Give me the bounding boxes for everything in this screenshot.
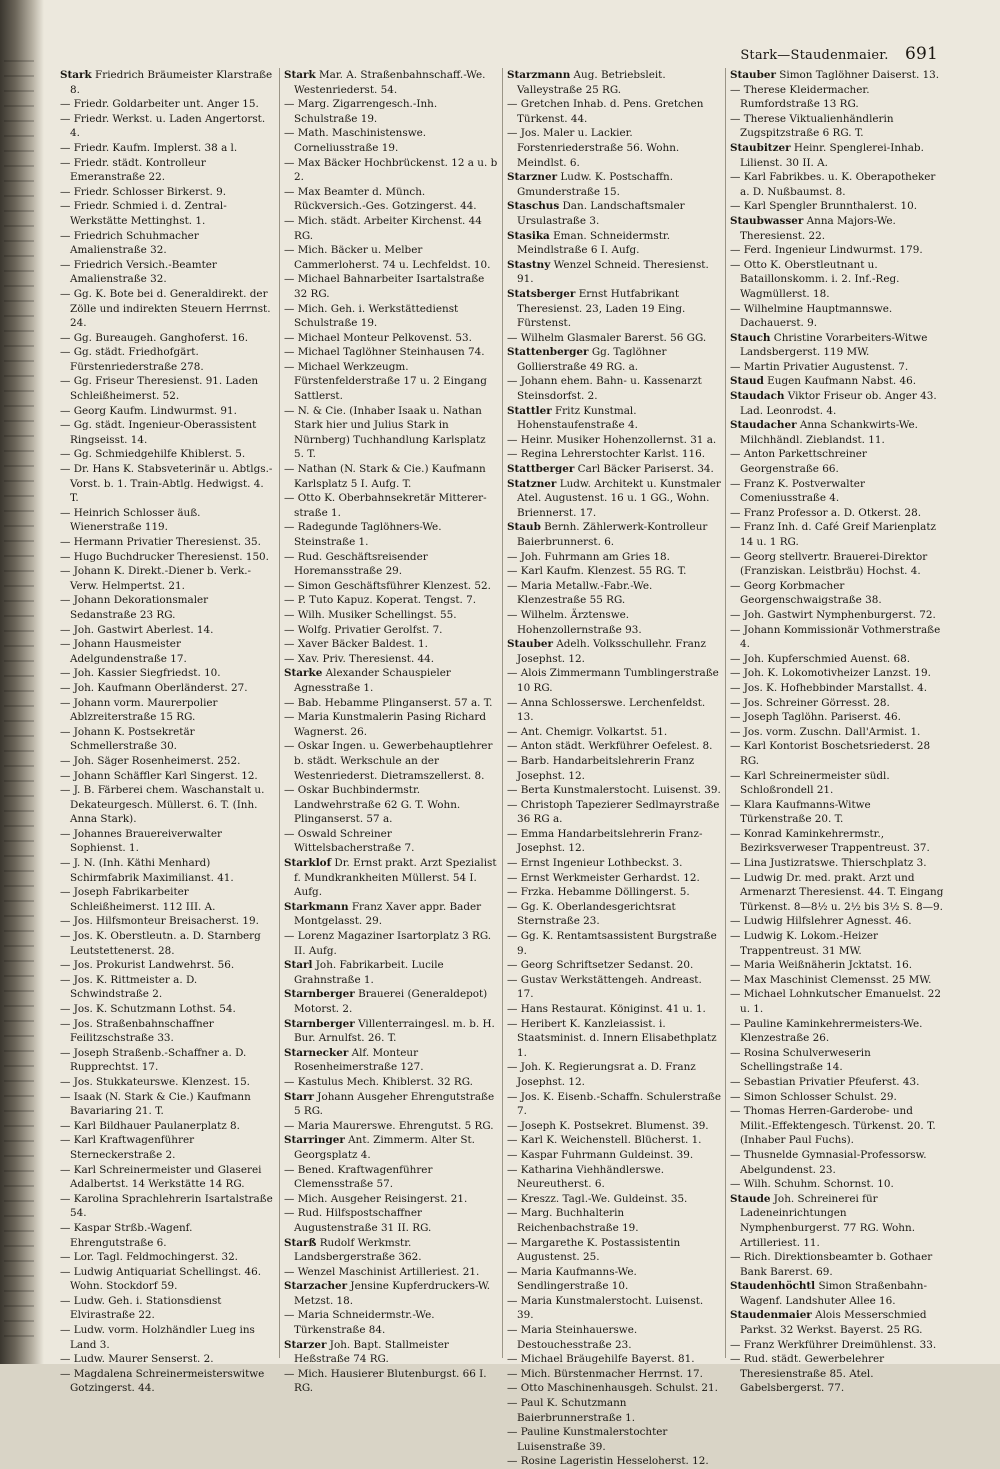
directory-entry: — Friedr. Schmied i. d. Zentral-Werkstätte Mettinghst. 1. (60, 200, 227, 227)
directory-entry: — Wenzel Maschinist Artilleriest. 21. (284, 1265, 480, 1278)
directory-entry: — Marg. Zigarrengesch.-Inh. Schulstraße 19. (284, 98, 438, 125)
directory-entry: Staub Bernh. Zählerwerk-Kontrolleur Baierbrunnerst. 6. (507, 521, 708, 548)
directory-entry: — J. B. Färberei chem. Waschanstalt u. Dekateurgesch. Müllerst. 6. T. (Inh. Anna Stark). (60, 784, 265, 826)
directory-entry: — Friedr. Schlosser Birkerst. 9. (60, 185, 227, 198)
directory-entry: Staudenhöchtl Simon Straßenbahn-Wagenf. Landshuter Allee 16. (730, 1280, 927, 1307)
directory-entry: — Mich. Geh. i. Werkstättedienst Schulstraße 19. (284, 302, 459, 330)
directory-entry: Stauber Simon Taglöhner Daiserst. 13. (730, 69, 940, 81)
directory-entry: — Gg. städt. Ingenieur-Oberassistent Ringseisst. 14. (60, 419, 257, 446)
directory-entry: — Gg. Schmiedgehilfe Khiblerst. 5. (60, 448, 246, 461)
directory-entry: — Rud. Geschäftsreisender Horemansstraße 29. (284, 550, 428, 578)
directory-entry: — Karl Schreinermeister südl. Schloßrondell 21. (730, 769, 890, 797)
directory-entry: — Franz Inh. d. Café Greif Marienplatz 14 u. 1 RG. (730, 521, 937, 548)
directory-columns (56, 68, 948, 1468)
directory-entry: — Jos. Straßenbahnschaffner Feilitzschstraße 33. (60, 1017, 214, 1045)
directory-entry: — Jos. K. Eisenb.-Schaffn. Schulerstraße 7. (507, 1090, 721, 1118)
directory-entry: — Johann ehem. Bahn- u. Kassenarzt Steinsdorfst. 2. (507, 375, 702, 403)
directory-entry: Stauber Adelh. Volksschullehr. Franz Josephst. 12. (507, 638, 706, 665)
directory-entry: — Jos. K. Hofhebbinder Marstallst. 4. (730, 681, 927, 694)
directory-entry: — Therese Viktualienhändlerin Zugspitzstraße 6 RG. T. (730, 112, 894, 140)
directory-entry: Staud Eugen Kaufmann Nabst. 46. (730, 375, 917, 388)
directory-entry: Stattberger Carl Bäcker Pariserst. 34. (507, 463, 714, 476)
directory-entry: — Joh. Kupferschmied Auenst. 68. (730, 652, 911, 665)
directory-entry: Stastny Wenzel Schneid. Theresienst. 91. (507, 258, 709, 286)
directory-entry: Starkmann Franz Xaver appr. Bader Montgelasst. 29. (284, 900, 482, 928)
entry-surname: Starß (284, 1236, 317, 1249)
directory-entry: Staude Joh. Schreinerei für Ladeneinrichtungen Nymphenburgerst. 77 RG. Wohn. Artilleriest. 11. (730, 1192, 915, 1249)
directory-entry: — Wilhelm Glasmaler Barerst. 56 GG. (507, 331, 707, 344)
directory-entry: — Maria Weißnäherin Jcktatst. 16. (730, 959, 913, 972)
entry-surname: Stattenberger (507, 346, 589, 359)
directory-entry: — Kreszz. Tagl.-We. Guldeinst. 35. (507, 1192, 688, 1205)
directory-entry: — Anna Schlosserswe. Lerchenfeldst. 13. (507, 696, 706, 724)
directory-entry: — Maria Kunstmalerin Pasing Richard Wagnerst. 26. (284, 711, 487, 738)
directory-entry: — Wolfg. Privatier Gerolfst. 7. (284, 623, 443, 636)
entry-surname: Starr (284, 1090, 314, 1103)
directory-entry: — Ant. Chemigr. Volkartst. 51. (507, 725, 668, 738)
entry-surname: Stauber (730, 69, 776, 81)
directory-entry: — Bab. Hebamme Plinganserst. 57 a. T. (284, 696, 493, 709)
directory-entry: — Gg. städt. Friedhofgärt. Fürstenriederstraße 278. (60, 346, 204, 373)
entry-surname: Stattberger (507, 463, 575, 476)
directory-entry: — Joh. Gastwirt Nymphenburgerst. 72. (730, 608, 936, 621)
directory-entry: — Gustav Werkstättengeh. Andreast. 17. (507, 973, 702, 1001)
directory-entry: Staudacher Anna Schankwirts-We. Milchhändl. Zieblandst. 11. (730, 419, 918, 446)
directory-entry: — Kastulus Mech. Khiblerst. 32 RG. (284, 1075, 473, 1088)
directory-entry: Staubwasser Anna Majors-We. Theresienst. 22. (730, 214, 896, 242)
directory-entry: — Alois Zimmermann Tumblingerstraße 10 RG. (507, 667, 719, 694)
directory-entry: — Hugo Buchdrucker Theresienst. 150. (60, 550, 269, 563)
directory-entry: — Michael Lohnkutscher Emanuelst. 22 u. 1. (730, 988, 941, 1015)
directory-entry: — Johann Dekorationsmaler Sedanstraße 23 RG. (60, 594, 209, 621)
directory-entry: — Joseph Straßenb.-Schaffner a. D. Rupprechtst. 17. (60, 1046, 247, 1074)
binding-gutter (0, 0, 44, 1364)
directory-entry: — Wilhelm. Ärztenswe. Hohenzollernstraße 93. (507, 608, 642, 636)
directory-entry: — Jos. Stukkateurswe. Klenzest. 15. (60, 1075, 250, 1088)
directory-entry: Starzer Joh. Bapt. Stallmeister Heßstraße 74 RG. (284, 1338, 449, 1366)
entry-surname: Stark (284, 69, 316, 81)
directory-entry: — Karl K. Weichenstell. Blücherst. 1. (507, 1134, 702, 1147)
directory-entry: — Ernst Ingenieur Lothbeckst. 3. (507, 857, 683, 870)
directory-entry: — Xav. Priv. Theresienst. 44. (284, 652, 435, 665)
directory-entry: — Jos. Prokurist Landwehrst. 56. (60, 959, 235, 972)
directory-entry: — N. & Cie. (Inhaber Isaak u. Nathan Stark hier und Julius Stark in Nürnberg) Tuchhandlung Karlsplatz 5. T. (284, 404, 486, 461)
directory-entry: — Radegunde Taglöhners-We. Steinstraße 1. (284, 521, 442, 548)
directory-entry: — Maria Schneidermstr.-We. Türkenstraße 84. (284, 1309, 435, 1337)
entry-surname: Staud (730, 375, 764, 388)
directory-entry: — Magdalena Schreinermeisterswitwe Gotzingerst. 44. (60, 1367, 265, 1395)
entry-surname: Staub (507, 521, 541, 534)
directory-entry: — Christoph Tapezierer Sedlmayrstraße 36 RG a. (507, 798, 720, 826)
directory-entry: — Friedr. Goldarbeiter unt. Anger 15. (60, 98, 259, 111)
directory-entry: — Lor. Tagl. Feldmochingerst. 32. (60, 1251, 238, 1264)
directory-entry: — Mich. Bäcker u. Melber Cammerloherst. 74 u. Lechfeldst. 10. (284, 244, 491, 271)
entry-surname: Staudenhöchtl (730, 1280, 816, 1293)
directory-entry: — Kaspar Strßb.-Wagenf. Ehrengutstraße 6. (60, 1221, 193, 1249)
directory-entry: — Franz Professor a. D. Otkerst. 28. (730, 506, 922, 519)
directory-entry: — Ludwig Antiquariat Schellingst. 46. Wohn. Stockdorf 59. (60, 1265, 262, 1293)
directory-entry: Stark Friedrich Bräumeister Klarstraße 8. (60, 69, 273, 96)
directory-entry: — Ferd. Ingenieur Lindwurmst. 179. (730, 244, 923, 257)
directory-entry: Statzner Ludw. Architekt u. Kunstmaler Atel. Augustenst. 16 u. 1 GG., Wohn. Briennerst. 17. (507, 477, 721, 519)
directory-entry: — Georg stellvertr. Brauerei-Direktor (Franziskan. Leistbräu) Hochst. 4. (730, 550, 928, 578)
directory-entry: — Joh. Fuhrmann am Gries 18. (507, 550, 670, 563)
directory-entry: — Klara Kaufmanns-Witwe Türkenstraße 20. T. (730, 798, 871, 826)
directory-entry: — Joseph Fabrikarbeiter Schleißheimerst. 112 III. A. (60, 886, 216, 913)
directory-entry: — Johann Kommissionär Vothmerstraße 4. (730, 623, 941, 651)
directory-entry: — Maria Kaufmanns-We. Sendlingerstraße 10. (507, 1265, 637, 1293)
directory-entry: — Friedrich Versich.-Beamter Amalienstraße 32. (60, 258, 217, 286)
directory-entry: — Heribert K. Kanzleiassist. i. Staatsminist. d. Innern Elisabethplatz 1. (507, 1017, 717, 1059)
directory-entry: — Karl Kraftwagenführer Sterneckerstraße 2. (60, 1134, 195, 1161)
directory-entry: — Konrad Kaminkehrermstr., Bezirksverweser Trappentreust. 37. (730, 827, 930, 855)
directory-entry: — Gg. Friseur Theresienst. 91. Laden Schleißheimerst. 52. (60, 375, 259, 403)
page-number: 691 (904, 44, 938, 64)
entry-surname: Staude (730, 1192, 771, 1205)
directory-entry: — Thusnelde Gymnasial-Professorsw. Abelgundenst. 23. (730, 1148, 927, 1176)
directory-entry: Stattler Fritz Kunstmal. Hohenstaufenstraße 4. (507, 404, 638, 432)
directory-entry: — Karl Kontorist Boschetsriederst. 28 RG. (730, 740, 931, 767)
directory-entry: — Joh. Kaufmann Oberländerst. 27. (60, 681, 248, 694)
directory-entry: — Karolina Sprachlehrerin Isartalstraße 54. (60, 1192, 273, 1220)
directory-entry: — Joh. Kassier Siegfriedst. 10. (60, 667, 221, 680)
directory-entry: — Max Maschinist Clemensst. 25 MW. (730, 973, 932, 986)
entry-surname: Stark (60, 69, 92, 81)
directory-entry: Starzacher Jensine Kupferdruckers-W. Metzst. 18. (284, 1280, 491, 1307)
running-head: Stark—Staudenmaier. (740, 48, 889, 63)
directory-entry: Starzner Ludw. K. Postschaffn. Gmunderstraße 15. (507, 171, 673, 198)
directory-entry: — Oskar Ingen. u. Gewerbehauptlehrer b. städt. Werkschule an der Westenriederst. Dietramszellerst. 8. (284, 740, 493, 782)
directory-entry: — Ludwig Dr. med. prakt. Arzt und Armenarzt Theresienst. 44. T. Eingang Türkenst. 8—8½ u. 2½ bis 3½ S. 8—9. (730, 871, 944, 913)
entry-surname: Stauber (507, 638, 553, 651)
directory-entry: — Joseph K. Postsekret. Blumenst. 39. (507, 1119, 709, 1132)
directory-entry: — Ludw. Geh. i. Stationsdienst Elvirastraße 22. (60, 1294, 222, 1322)
directory-entry: — Thomas Herren-Garderobe- und Milit.-Effektengesch. Türkenst. 20. T. (Inhaber Paul Fuchs). (730, 1105, 936, 1147)
adjacent-page-edge (4, 60, 34, 1340)
directory-entry: — Ludwig K. Lokom.-Heizer Trappentreust. 31 MW. (730, 930, 878, 957)
directory-entry: — Maria Steinhauerswe. Destouchesstraße 23. (507, 1324, 638, 1351)
entry-surname: Stasika (507, 229, 550, 242)
directory-entry: — Gg. K. Oberlandesgerichtsrat Sternstraße 23. (507, 900, 676, 928)
entry-surname: Starzmann (507, 69, 571, 81)
entry-surname: Starl (284, 959, 313, 972)
directory-entry: — Karl Fabrikbes. u. K. Oberapotheker a. D. Nußbaumst. 8. (730, 171, 936, 198)
directory-entry: — Joseph Taglöhn. Pariserst. 46. (730, 711, 901, 724)
directory-entry: — Rud. Hilfspostschaffner Augustenstraße 31 II. RG. (284, 1207, 432, 1234)
directory-entry: Staschus Dan. Landschaftsmaler Ursulastraße 3. (507, 200, 685, 227)
directory-entry: Starke Alexander Schauspieler Agnesstraße 1. (284, 667, 451, 694)
directory-entry: — Mich. Bürstenmacher Herrnst. 17. (507, 1367, 703, 1380)
page-header (740, 44, 938, 64)
directory-entry: — Martin Privatier Augustenst. 7. (730, 360, 909, 373)
directory-entry: — Math. Maschinistenswe. Corneliusstraße 19. (284, 127, 427, 154)
entry-surname: Starke (284, 667, 323, 680)
directory-entry: — Nathan (N. Stark & Cie.) Kaufmann Karlsplatz 5 I. Aufg. T. (284, 463, 486, 490)
directory-entry: — Anton städt. Werkführer Oefelest. 8. (507, 740, 713, 753)
directory-entry: — Georg Schriftsetzer Sedanst. 20. (507, 959, 694, 972)
entry-surname: Starkmann (284, 900, 349, 913)
entry-surname: Staschus (507, 200, 560, 213)
directory-entry: — Maria Metallw.-Fabr.-We. Klenzestraße 55 RG. (507, 579, 653, 607)
directory-entry: Stattenberger Gg. Taglöhner Gollierstraße 49 RG. a. (507, 346, 667, 373)
directory-entry: — Katharina Viehhändlerswe. Neureutherst. 6. (507, 1163, 665, 1191)
directory-entry: — Rich. Direktionsbeamter b. Gothaer Bank Barerst. 69. (730, 1251, 933, 1278)
entry-surname: Starzacher (284, 1280, 348, 1293)
directory-entry: — P. Tuto Kapuz. Koperat. Tengst. 7. (284, 594, 477, 607)
directory-entry: — J. N. (Inh. Käthi Menhard) Schirmfabrik Maximilianst. 41. (60, 857, 234, 884)
directory-entry: Starklof Dr. Ernst prakt. Arzt Spezialist f. Mundkrankheiten Müllerst. 54 I. Aufg. (284, 857, 497, 899)
directory-entry: Starzmann Aug. Betriebsleit. Valleystraße 25 RG. (507, 69, 666, 96)
directory-entry: — Johann K. Direkt.-Diener b. Verk.-Verw. Helmpertst. 21. (60, 565, 252, 592)
directory-entry: — Johannes Brauereiverwalter Sophienst. 1. (60, 827, 222, 855)
directory-entry: — Berta Kunstmalerstocht. Luisenst. 39. (507, 784, 721, 797)
directory-entry: — Dr. Hans K. Stabsveterinär u. Abtlgs.-Vorst. b. 1. Train-Abtlg. Hedwigst. 4. T. (60, 463, 273, 505)
entry-surname: Staudacher (730, 419, 797, 432)
entry-surname: Starklof (284, 857, 332, 870)
directory-entry: — Michael Werkzeugm. Fürstenfelderstraße 17 u. 2 Eingang Sattlerst. (284, 360, 487, 403)
directory-entry: — Joh. Säger Rosenheimerst. 252. (60, 754, 241, 767)
directory-entry: — Ludwig Hilfslehrer Agnesst. 46. (730, 915, 912, 928)
directory-entry: — Emma Handarbeitslehrerin Franz-Josephst. 12. (507, 827, 703, 855)
directory-entry: — Jos. vorm. Zuschn. Dall'Armist. 1. (730, 725, 921, 738)
directory-entry: — Rud. städt. Gewerbelehrer Theresienstraße 85. Atel. Gabelsbergerst. 77. (730, 1353, 885, 1395)
entry-surname: Staubitzer (730, 141, 791, 154)
directory-entry: — Michael Monteur Pelkovenst. 53. (284, 331, 472, 344)
column-4 (725, 68, 948, 1395)
directory-entry: — Bened. Kraftwagenführer Clemensstraße 57. (284, 1163, 433, 1191)
directory-entry: — Sebastian Privatier Pfeuferst. 43. (730, 1075, 920, 1088)
directory-entry: — Mich. städt. Arbeiter Kirchenst. 44 RG. (284, 214, 482, 242)
entry-surname: Stastny (507, 258, 551, 271)
entry-surname: Staubwasser (730, 214, 804, 227)
directory-entry: — Karl Kaufm. Klenzest. 55 RG. T. (507, 565, 687, 578)
directory-entry: — Rosine Lageristin Hesseloherst. 12. (507, 1455, 709, 1468)
entry-surname: Stattler (507, 404, 552, 417)
directory-entry: — Max Bäcker Hochbrückenst. 12 a u. b 2. (284, 156, 498, 184)
directory-entry: Staubitzer Heinr. Spenglerei-Inhab. Lilienst. 30 II. A. (730, 141, 924, 169)
directory-entry: — Gg. K. Rentamtsassistent Burgstraße 9. (507, 930, 717, 957)
directory-entry: — Simon Schlosser Schulst. 29. (730, 1090, 897, 1103)
directory-entry: — Michael Bräugehilfe Bayerst. 81. (507, 1353, 695, 1366)
directory-entry: — Jos. Hilfsmonteur Breisacherst. 19. (60, 915, 259, 928)
directory-entry: — Ludw. vorm. Holzhändler Lueg ins Land 3. (60, 1324, 255, 1351)
directory-entry: — Franz K. Postverwalter Comeniusstraße 4. (730, 477, 865, 505)
directory-entry: — Michael Taglöhner Steinhausen 74. (284, 346, 485, 359)
directory-entry: — Maria Maurerswe. Ehrengutst. 5 RG. (284, 1119, 494, 1132)
entry-surname: Starnberger (284, 1017, 355, 1030)
directory-entry: — Wilhelmine Hauptmannswe. Dachauerst. 9. (730, 302, 893, 330)
directory-entry: — Simon Geschäftsführer Klenzest. 52. (284, 579, 491, 592)
directory-entry: — Jos. K. Rittmeister a. D. Schwindstraße 2. (60, 973, 198, 1001)
directory-entry: — Barb. Handarbeitslehrerin Franz Josephst. 12. (507, 754, 695, 782)
directory-entry: Starnecker Alf. Monteur Rosenheimerstraße 127. (284, 1046, 424, 1074)
directory-entry: — Otto Maschinenhausgeh. Schulst. 21. (507, 1382, 718, 1395)
directory-entry: — Paul K. Schutzmann Baierbrunnerstraße 1. (507, 1397, 636, 1424)
directory-entry: — Pauline Kunstmalerstochter Luisenstraße 39. (507, 1426, 668, 1453)
directory-entry: Starnberger Brauerei (Generaldepot) Motorst. 2. (284, 988, 488, 1015)
column-3 (502, 68, 725, 1468)
directory-entry: Stauch Christine Vorarbeiters-Witwe Landsbergerst. 119 MW. (730, 331, 928, 359)
directory-entry: — Joh. Gastwirt Aberlest. 14. (60, 623, 214, 636)
directory-entry: — Friedr. städt. Kontrolleur Emeranstraße 22. (60, 156, 206, 184)
directory-entry: — Johann Hausmeister Adelgundenstraße 17. (60, 638, 187, 665)
directory-entry: — Karl Schreinermeister und Glaserei Adalbertst. 14 Werkstätte 14 RG. (60, 1163, 262, 1191)
directory-entry: — Hermann Privatier Theresienst. 35. (60, 536, 261, 548)
directory-entry: — Johann vorm. Maurerpolier Ablzreiterstraße 15 RG. (60, 696, 218, 724)
directory-entry: — Mich. Ausgeher Reisingerst. 21. (284, 1192, 468, 1205)
directory-entry: — Karl Bildhauer Paulanerplatz 8. (60, 1119, 240, 1132)
directory-entry: — Karl Spengler Brunnthalerst. 10. (730, 200, 918, 213)
directory-entry: — Therese Kleidermacher. Rumfordstraße 13 RG. (730, 83, 870, 111)
directory-entry: — Joh. K. Lokomotivheizer Lanzst. 19. (730, 667, 931, 680)
directory-entry: — Ludw. Maurer Senserst. 2. (60, 1353, 214, 1366)
directory-entry: — Georg Kaufm. Lindwurmst. 91. (60, 404, 237, 417)
column-2 (279, 68, 502, 1395)
directory-entry: Starr Johann Ausgeher Ehrengutstraße 5 RG. (284, 1090, 495, 1118)
directory-entry: — Hans Restaurat. Königinst. 41 u. 1. (507, 1003, 706, 1015)
directory-entry: Stark Mar. A. Straßenbahnschaff.-We. Westenriederst. 54. (284, 69, 486, 96)
directory-entry: — Oskar Buchbindermstr. Landwehrstraße 62 G. T. Wohn. Plinganserst. 57 a. (284, 784, 461, 826)
directory-entry: — Lina Justizratswe. Thierschplatz 3. (730, 857, 927, 870)
directory-entry: — Heinrich Schlosser äuß. Wienerstraße 119. (60, 506, 201, 534)
directory-entry: — Otto K. Oberstleutnant u. Bataillonskomm. i. 2. Inf.-Reg. Wagmüllerst. 18. (730, 258, 900, 300)
directory-entry: — Gg. K. Bote bei d. Generaldirekt. der Zölle und indirekten Steuern Herrnst. 24. (60, 287, 271, 330)
directory-entry: — Margarethe K. Postassistentin Augustenst. 25. (507, 1236, 681, 1264)
directory-entry: — Lorenz Magaziner Isartorplatz 3 RG. II. Aufg. (284, 930, 492, 957)
directory-entry: Starringer Ant. Zimmerm. Alter St. Georgsplatz 4. (284, 1134, 475, 1161)
entry-surname: Statzner (507, 477, 557, 490)
entry-surname: Statsberger (507, 287, 576, 300)
directory-entry: — Oswald Schreiner Wittelsbacherstraße 7. (284, 827, 415, 855)
directory-entry: — Marg. Buchhalterin Reichenbachstraße 19. (507, 1207, 639, 1234)
directory-entry: — Pauline Kaminkehrermeisters-We. Klenzestraße 26. (730, 1017, 923, 1045)
directory-entry: — Jos. K. Oberstleutn. a. D. Starnberg Leutstettenerst. 28. (60, 930, 261, 957)
directory-entry: — Gretchen Inhab. d. Pens. Gretchen Türkenst. 44. (507, 98, 704, 125)
entry-surname: Starzner (507, 171, 558, 184)
directory-entry: — Regina Lehrerstochter Karlst. 116. (507, 448, 706, 461)
directory-entry: — Jos. Schreiner Görresst. 28. (730, 696, 890, 709)
directory-entry: — Max Beamter d. Münch. Rückversich.-Ges. Gotzingerst. 44. (284, 185, 477, 213)
directory-entry: — Heinr. Musiker Hohenzollernst. 31 a. (507, 433, 717, 446)
directory-entry: Starß Rudolf Werkmstr. Landsbergerstraße 362. (284, 1236, 422, 1264)
directory-entry: — Franz Werkführer Dreimühlenst. 33. (730, 1338, 937, 1351)
column-1 (56, 68, 279, 1395)
directory-entry: Staudenmaier Alois Messerschmied Parkst. 32 Werkst. Bayerst. 25 RG. (730, 1309, 927, 1337)
directory-entry: — Frzka. Hebamme Döllingerst. 5. (507, 886, 690, 899)
entry-surname: Starzer (284, 1338, 327, 1351)
directory-entry: — Friedr. Werkst. u. Laden Angertorst. 4. (60, 112, 266, 140)
directory-entry: — Jos. K. Schutzmann Lothst. 54. (60, 1003, 236, 1015)
entry-surname: Starnberger (284, 988, 355, 1001)
directory-entry: — Michael Bahnarbeiter Isartalstraße 32 RG. (284, 273, 485, 300)
directory-entry: — Xaver Bäcker Baldest. 1. (284, 638, 428, 651)
directory-entry: Starnberger Villenterraingesl. m. b. H. Bur. Arnulfst. 26. T. (284, 1017, 495, 1045)
entry-surname: Staudenmaier (730, 1309, 812, 1322)
directory-entry: — Isaak (N. Stark & Cie.) Kaufmann Bavariaring 21. T. (60, 1090, 251, 1118)
directory-entry: — Mich. Hausierer Blutenburgst. 66 I. RG. (284, 1367, 487, 1395)
directory-entry: — Friedr. Kaufm. Implerst. 38 a l. (60, 141, 238, 154)
directory-entry: Stasika Eman. Schneidermstr. Meindlstraße 6 I. Aufg. (507, 229, 671, 257)
directory-entry: — Rosina Schulverweserin Schellingstraße 14. (730, 1046, 871, 1074)
entry-surname: Stauch (730, 331, 771, 344)
directory-entry: — Ernst Werkmeister Gerhardst. 12. (507, 871, 700, 884)
directory-entry: — Georg Korbmacher Georgenschwaigstraße 38. (730, 579, 882, 607)
directory-entry: — Maria Kunstmalerstocht. Luisenst. 39. (507, 1294, 704, 1322)
directory-entry: — Friedrich Schuhmacher Amalienstraße 32. (60, 229, 199, 257)
directory-entry: — Wilh. Schuhm. Schornst. 10. (730, 1178, 894, 1191)
directory-entry: — Kaspar Fuhrmann Guldeinst. 39. (507, 1148, 694, 1161)
directory-entry: — Anton Parkettschreiner Georgenstraße 66. (730, 448, 867, 476)
entry-surname: Staudach (730, 390, 785, 403)
directory-entry: — Wilh. Musiker Schellingst. 55. (284, 608, 457, 621)
directory-entry: — Johann K. Postsekretär Schmellerstraße 30. (60, 725, 195, 753)
directory-entry: — Otto K. Oberbahnsekretär Mitterer-straße 1. (284, 492, 487, 519)
directory-entry: — Gg. Bureaugeh. Ganghoferst. 16. (60, 331, 249, 344)
directory-entry: Starl Joh. Fabrikarbeit. Lucile Grahnstraße 1. (284, 959, 444, 986)
directory-entry: Statsberger Ernst Hutfabrikant Theresienst. 23, Laden 19 Eing. Fürstenst. (507, 287, 686, 330)
entry-surname: Starnecker (284, 1046, 349, 1059)
directory-entry: Staudach Viktor Friseur ob. Anger 43. Lad. Leonrodst. 4. (730, 390, 937, 417)
directory-entry: — Joh. K. Regierungsrat a. D. Franz Josephst. 12. (507, 1061, 696, 1088)
directory-entry: — Jos. Maler u. Lackier. Forstenriederstraße 56. Wohn. Meindlst. 6. (507, 127, 680, 169)
directory-entry: — Johann Schäffler Karl Singerst. 12. (60, 769, 258, 782)
entry-surname: Starringer (284, 1134, 345, 1147)
